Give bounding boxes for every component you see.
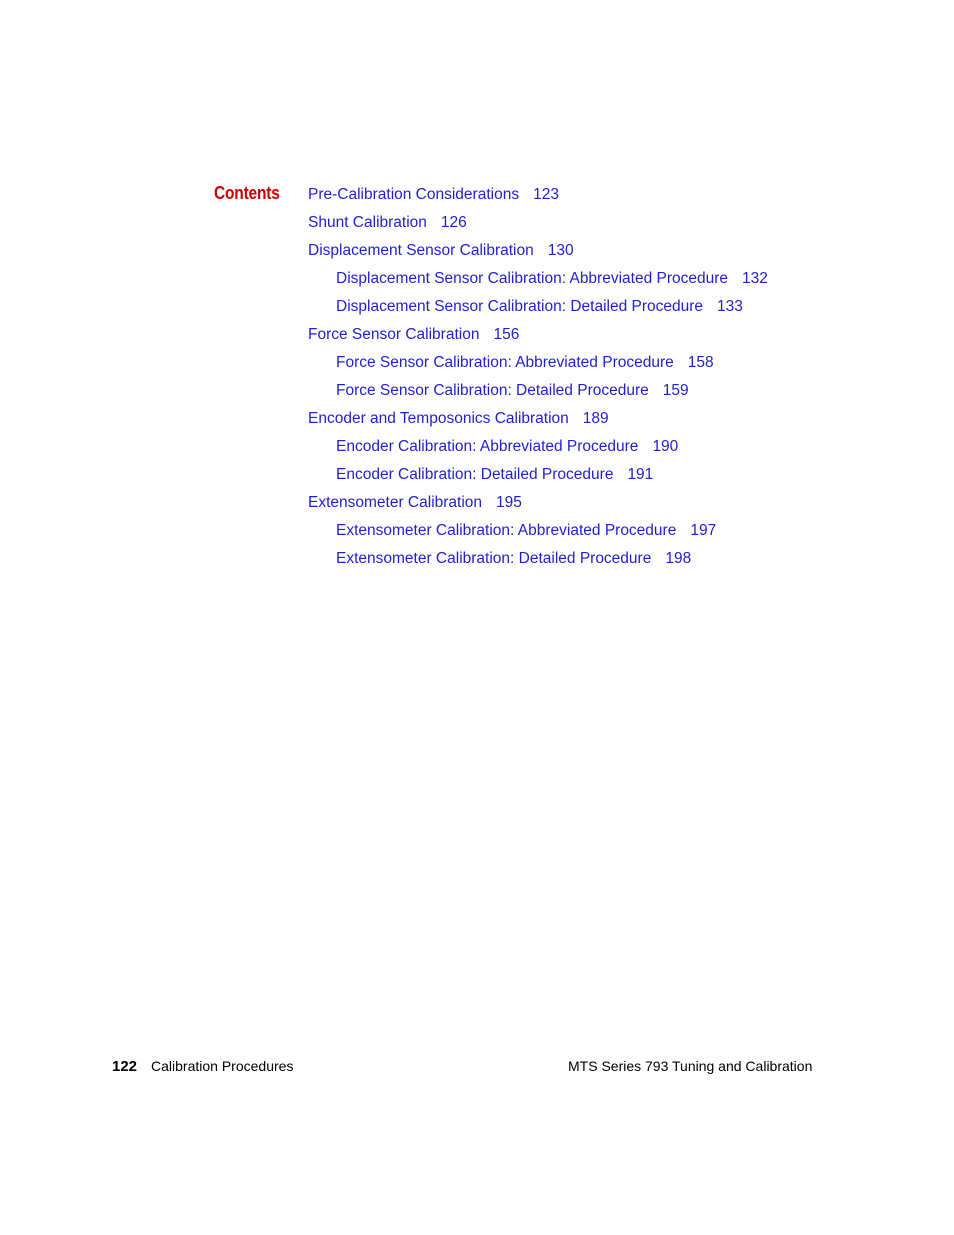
toc-link-page: 158	[687, 354, 714, 371]
toc-link[interactable]	[308, 548, 768, 576]
toc-link-title: Extensometer Calibration	[308, 494, 483, 511]
contents-heading: Contents	[214, 183, 280, 203]
toc-link-title: Displacement Sensor Calibration: Abbreviated Procedure	[336, 270, 729, 287]
toc-link-page: 189	[582, 410, 609, 427]
toc-link[interactable]	[308, 184, 768, 212]
toc-link-title: Encoder Calibration: Detailed Procedure	[336, 466, 614, 483]
toc-link-title: Pre-Calibration Considerations	[308, 186, 520, 203]
toc-link-page: 133	[717, 298, 743, 315]
toc-link[interactable]	[308, 520, 768, 548]
toc-link-page: 126	[440, 214, 467, 231]
table-of-contents	[308, 184, 768, 576]
toc-link[interactable]	[308, 436, 768, 464]
toc-link-title: Force Sensor Calibration: Detailed Procedure	[336, 382, 649, 399]
toc-link-page: 197	[690, 522, 717, 539]
toc-link-page: 198	[665, 550, 692, 567]
toc-link-title: Extensometer Calibration: Abbreviated Procedure	[336, 522, 677, 539]
toc-link-page: 156	[493, 326, 520, 343]
toc-link-page: 123	[533, 186, 559, 203]
toc-link[interactable]	[308, 296, 768, 324]
toc-link-page: 195	[496, 494, 522, 511]
toc-link-title: Shunt Calibration	[308, 214, 427, 231]
book-title: MTS Series 793 Tuning and Calibration	[568, 1058, 813, 1074]
toc-link-page: 159	[662, 382, 689, 399]
page-number: 122	[112, 1058, 138, 1075]
footer-left	[112, 1056, 293, 1077]
toc-link-title: Displacement Sensor Calibration: Detailed Procedure	[336, 298, 704, 315]
toc-link[interactable]	[308, 352, 768, 380]
footer-right	[568, 1056, 812, 1076]
toc-link-title: Extensometer Calibration: Detailed Procedure	[336, 550, 652, 567]
toc-link-title: Force Sensor Calibration	[308, 326, 480, 343]
toc-link-page: 190	[652, 438, 679, 455]
toc-link-title: Displacement Sensor Calibration	[308, 242, 534, 259]
toc-link-page: 191	[627, 466, 654, 483]
toc-link[interactable]	[308, 324, 768, 352]
toc-link-title: Encoder Calibration: Abbreviated Procedure	[336, 438, 639, 455]
toc-link-page: 130	[547, 242, 574, 259]
toc-link[interactable]	[308, 380, 768, 408]
toc-link[interactable]	[308, 492, 768, 520]
toc-link-page: 132	[742, 270, 768, 287]
toc-link[interactable]	[308, 464, 768, 492]
toc-link[interactable]	[308, 408, 768, 436]
chapter-title: Calibration Procedures	[151, 1058, 294, 1074]
toc-link[interactable]	[308, 268, 768, 296]
toc-link[interactable]	[308, 240, 768, 268]
toc-link-title: Force Sensor Calibration: Abbreviated Procedure	[336, 354, 674, 371]
toc-link[interactable]	[308, 212, 768, 240]
toc-link-title: Encoder and Temposonics Calibration	[308, 410, 569, 427]
